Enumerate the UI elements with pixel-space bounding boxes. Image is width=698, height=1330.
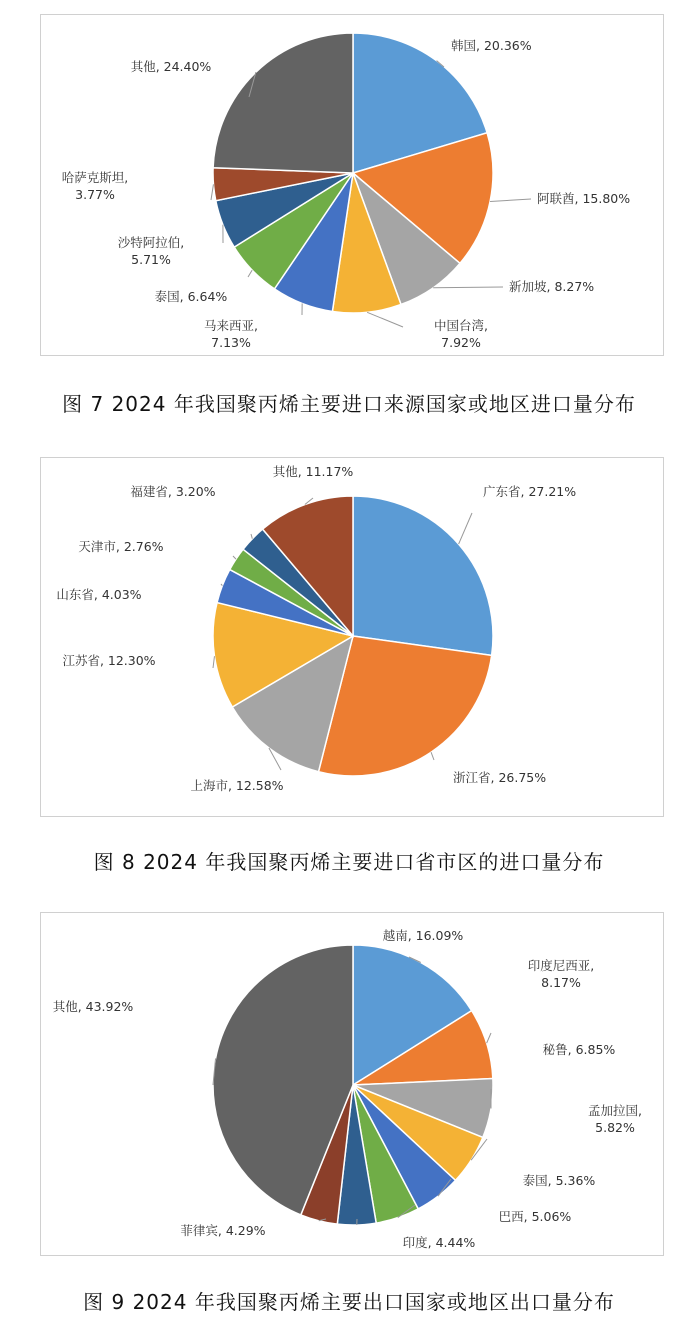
slice-label-fig8-3: 江苏省, 12.30% bbox=[62, 653, 156, 668]
slice-label-fig9-6: 印度, 4.44% bbox=[402, 1235, 476, 1250]
slice-label-fig8-2: 上海市, 12.58% bbox=[190, 778, 284, 793]
pie-chart-fig9 bbox=[41, 913, 663, 1255]
slice-label-fig7-0: 韩国, 20.36% bbox=[451, 38, 532, 53]
slice-label-fig9-7: 菲律宾, 4.29% bbox=[180, 1223, 266, 1238]
slice-label-fig8-4: 山东省, 4.03% bbox=[56, 587, 142, 602]
slice-label-fig8-7: 其他, 11.17% bbox=[272, 464, 354, 479]
slice-label-fig9-0: 越南, 16.09% bbox=[382, 928, 464, 943]
slice-label-fig7-5: 泰国, 6.64% bbox=[154, 289, 228, 304]
chart-frame-fig9 bbox=[40, 912, 664, 1256]
leader-line-fig9-1 bbox=[487, 1033, 491, 1043]
slice-label-fig7-7: 哈萨克斯坦, 3.77% bbox=[61, 170, 129, 202]
slice-label-fig8-0: 广东省, 27.21% bbox=[483, 484, 577, 499]
slice-label-fig9-5: 巴西, 5.06% bbox=[498, 1209, 572, 1224]
slice-label-fig7-6: 沙特阿拉伯, 5.71% bbox=[117, 235, 185, 267]
slice-label-fig7-4: 马来西亚, 7.13% bbox=[204, 318, 258, 350]
slice-label-fig7-3: 中国台湾, 7.92% bbox=[434, 318, 488, 350]
slice-label-fig7-2: 新加坡, 8.27% bbox=[509, 279, 595, 294]
slice-label-fig8-1: 浙江省, 26.75% bbox=[453, 770, 547, 785]
slice-label-fig8-5: 天津市, 2.76% bbox=[78, 539, 164, 554]
caption-fig7: 图 7 2024 年我国聚丙烯主要进口来源国家或地区进口量分布 bbox=[62, 392, 636, 416]
slice-label-fig9-4: 泰国, 5.36% bbox=[522, 1173, 596, 1188]
slice-label-fig9-1: 印度尼西亚, 8.17% bbox=[527, 958, 595, 990]
caption-fig8: 图 8 2024 年我国聚丙烯主要进口省市区的进口量分布 bbox=[93, 850, 605, 874]
slice-label-fig8-6: 福建省, 3.20% bbox=[130, 484, 216, 499]
slice-label-fig7-8: 其他, 24.40% bbox=[130, 59, 212, 74]
slice-label-fig9-8: 其他, 43.92% bbox=[52, 999, 134, 1014]
slice-label-fig7-1: 阿联酋, 15.80% bbox=[537, 191, 631, 206]
caption-fig9: 图 9 2024 年我国聚丙烯主要出口国家或地区出口量分布 bbox=[83, 1290, 615, 1314]
slice-label-fig9-2: 秘鲁, 6.85% bbox=[542, 1042, 616, 1057]
slice-label-fig9-3: 孟加拉国, 5.82% bbox=[588, 1103, 642, 1135]
